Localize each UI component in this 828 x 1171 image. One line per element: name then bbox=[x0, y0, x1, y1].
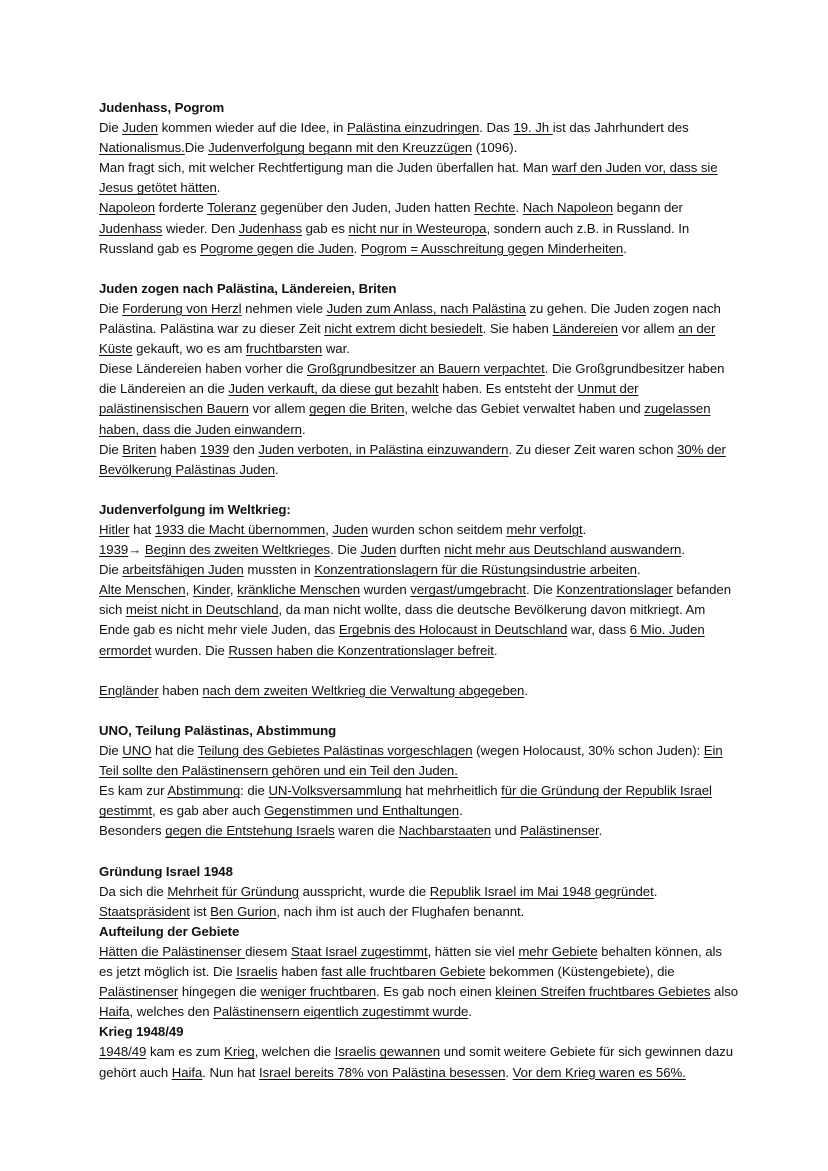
underlined-phrase: 30% der Bevölkerung Palästinas Juden bbox=[99, 441, 726, 477]
section-heading: Juden zogen nach Palästina, Ländereien, Briten bbox=[99, 280, 397, 296]
paragraph bbox=[99, 560, 739, 580]
text-run: Da sich die bbox=[99, 883, 168, 899]
underlined-phrase: Ben Gurion bbox=[210, 903, 277, 919]
text-run: . Nun hat bbox=[202, 1064, 259, 1080]
underlined-phrase: Palästinenser bbox=[520, 823, 599, 839]
text-run: (1096). bbox=[472, 140, 518, 156]
underlined-phrase: Gegenstimmen und Enthaltungen bbox=[264, 803, 460, 819]
underlined-phrase: Juden bbox=[360, 542, 397, 558]
section-aufteilung-gebiete bbox=[99, 922, 739, 1022]
underlined-phrase: Nachbarstaaten bbox=[398, 823, 492, 839]
underlined-phrase: 1939 bbox=[99, 542, 129, 558]
text-run: . bbox=[216, 180, 221, 196]
text-run: wurden bbox=[360, 582, 411, 598]
underlined-phrase: UN-Volksversammlung bbox=[268, 783, 402, 799]
paragraph bbox=[99, 781, 739, 821]
text-run: war, dass bbox=[567, 622, 630, 638]
text-run: Die bbox=[99, 743, 123, 758]
underlined-phrase: an der Küste bbox=[99, 321, 716, 357]
text-run: ausspricht, wurde die bbox=[298, 883, 430, 899]
text-run: waren die bbox=[334, 823, 399, 839]
paragraph bbox=[99, 198, 739, 258]
underlined-phrase: weniger fruchtbaren bbox=[260, 984, 377, 1000]
underlined-phrase: 1939 bbox=[200, 441, 230, 457]
underlined-phrase: nicht mehr aus Deutschland auswandern bbox=[444, 542, 682, 558]
underlined-phrase: Mehrheit für Gründung bbox=[167, 883, 299, 899]
text-run: gab es bbox=[302, 220, 349, 236]
section-judenverfolgung-weltkrieg bbox=[99, 500, 739, 701]
text-run: wurden schon seitdem bbox=[368, 521, 507, 537]
paragraph bbox=[99, 540, 739, 560]
underlined-phrase: Republik Israel im Mai 1948 gegründet bbox=[429, 883, 654, 899]
underlined-phrase: für die Gründung der Republik Israel gestimmt bbox=[99, 783, 712, 819]
underlined-phrase: Toleranz bbox=[207, 200, 257, 216]
underlined-phrase: Juden zum Anlass, nach Palästina bbox=[326, 300, 526, 316]
text-run: Es kam zur bbox=[99, 783, 168, 799]
text-run: haben bbox=[156, 441, 201, 457]
underlined-phrase: nicht extrem dicht besiedelt bbox=[324, 321, 483, 337]
text-run: . Das bbox=[479, 120, 514, 136]
underlined-phrase: Kinder bbox=[192, 582, 230, 598]
text-run: mussten in bbox=[243, 562, 315, 578]
text-run: behalten können, als es jetzt möglich ist. Die bbox=[99, 943, 722, 980]
text-run: Besonders bbox=[99, 823, 166, 839]
text-run: gegenüber den Juden, Juden hatten bbox=[256, 200, 475, 216]
section-juden-palaestina bbox=[99, 279, 739, 480]
text-run: (wegen Holocaust, 30% schon Juden): bbox=[472, 743, 704, 758]
underlined-phrase: zugelassen haben, dass die Juden einwandern bbox=[99, 401, 711, 437]
paragraph bbox=[99, 520, 739, 540]
paragraph bbox=[99, 882, 739, 922]
section-heading: Aufteilung der Gebiete bbox=[99, 923, 240, 939]
text-run: , welche das Gebiet verwaltet haben und bbox=[404, 401, 645, 417]
underlined-phrase: Israelis bbox=[236, 964, 278, 980]
text-run: : die bbox=[240, 783, 269, 799]
text-run: begann der bbox=[613, 200, 683, 216]
text-run: . bbox=[636, 562, 641, 578]
text-run: forderte bbox=[155, 200, 208, 216]
underlined-phrase: nicht nur in Westeuropa bbox=[348, 220, 487, 236]
underlined-phrase: Unmut der palästinensischen Bauern bbox=[99, 381, 639, 417]
paragraph bbox=[99, 821, 739, 841]
text-run: . bbox=[515, 200, 523, 216]
paragraph bbox=[99, 681, 739, 701]
underlined-phrase: Juden verkauft, da diese gut bezahlt bbox=[228, 381, 439, 397]
section-uno-teilung bbox=[99, 721, 739, 842]
text-run: . bbox=[459, 803, 463, 819]
underlined-phrase: fruchtbarsten bbox=[245, 341, 323, 357]
text-run: , da man nicht wollte, dass die deutsche Bevölkerung davon mitkriegt. Am Ende gab es nicht mehr viele Juden, das bbox=[99, 602, 706, 638]
underlined-phrase: Ländereien bbox=[552, 321, 618, 337]
underlined-phrase: Teilung des Gebietes Palästinas vorgeschlagen bbox=[197, 743, 473, 758]
text-run: nehmen viele bbox=[241, 300, 327, 316]
section-judenhass-pogrom bbox=[99, 98, 739, 259]
paragraph bbox=[99, 299, 739, 359]
text-run: wurden. Die bbox=[151, 642, 229, 658]
text-run: . bbox=[468, 1004, 472, 1020]
section-krieg-1948-49 bbox=[99, 1022, 739, 1082]
underlined-phrase: warf den Juden vor, dass sie Jesus getötet hätten bbox=[99, 160, 718, 196]
underlined-phrase: Engländer bbox=[99, 682, 159, 698]
paragraph bbox=[99, 440, 739, 480]
text-run: . Es gab noch einen bbox=[376, 984, 496, 1000]
text-run: . bbox=[623, 240, 627, 256]
underlined-phrase: 1933 die Macht übernommen bbox=[154, 521, 326, 537]
underlined-phrase: Krieg bbox=[224, 1044, 255, 1060]
text-run: . Die bbox=[525, 582, 557, 598]
underlined-phrase: Rechte bbox=[474, 200, 516, 216]
underlined-phrase: arbeitsfähigen Juden bbox=[122, 562, 244, 578]
underlined-phrase: 1948/49 bbox=[99, 1044, 147, 1060]
text-run: → bbox=[128, 542, 145, 558]
underlined-phrase: kränkliche Menschen bbox=[237, 582, 361, 598]
paragraph bbox=[99, 158, 739, 198]
text-run: . bbox=[681, 542, 685, 558]
text-run: , welchen die bbox=[254, 1044, 335, 1060]
section-heading: Judenhass, Pogrom bbox=[99, 100, 225, 115]
underlined-phrase: Alte Menschen bbox=[99, 582, 186, 598]
underlined-phrase: Staat Israel zugestimmt bbox=[290, 943, 428, 959]
paragraph bbox=[99, 741, 739, 781]
text-run: haben bbox=[158, 682, 203, 698]
underlined-phrase: kleinen Streifen fruchtbares Gebietes bbox=[495, 984, 711, 1000]
underlined-phrase: Juden bbox=[332, 521, 369, 537]
underlined-phrase: Palästina einzudringen bbox=[346, 120, 480, 136]
underlined-phrase: mehr verfolgt bbox=[506, 521, 583, 537]
underlined-phrase: vergast/umgebracht bbox=[410, 582, 526, 598]
section-heading: Gründung Israel 1948 bbox=[99, 863, 233, 879]
paragraph bbox=[99, 1042, 739, 1082]
underlined-phrase: Nationalismus. bbox=[99, 140, 185, 156]
underlined-phrase: Pogrom = Ausschreitung gegen Minderheiten bbox=[360, 240, 624, 256]
underlined-phrase: Konzentrationslager bbox=[556, 582, 673, 598]
underlined-phrase: Ein Teil sollte den Palästinensern gehören und ein Teil den Juden. bbox=[99, 743, 723, 779]
section-heading: Judenverfolgung im Weltkrieg: bbox=[99, 501, 291, 517]
underlined-phrase: Konzentrationslagern für die Rüstungsindustrie arbeiten bbox=[314, 562, 637, 578]
text-run: , nach ihm ist auch der Flughafen benannt. bbox=[276, 903, 525, 919]
underlined-phrase: 6 Mio. Juden ermordet bbox=[99, 622, 705, 658]
underlined-phrase: mehr Gebiete bbox=[518, 943, 598, 959]
underlined-phrase: gegen die Briten bbox=[309, 401, 405, 417]
text-run: . bbox=[301, 421, 306, 437]
underlined-phrase: Ergebnis des Holocaust in Deutschland bbox=[338, 622, 568, 638]
underlined-phrase: Hätten die Palästinenser bbox=[99, 943, 246, 959]
underlined-phrase: Großgrundbesitzer an Bauern verpachtet bbox=[306, 361, 545, 377]
text-run: , bbox=[325, 521, 333, 537]
underlined-phrase: Abstimmung bbox=[167, 783, 241, 799]
text-run: . bbox=[524, 682, 528, 698]
text-run: . Die bbox=[330, 542, 361, 558]
text-run: . Die Großgrundbesitzer haben die Ländereien an die bbox=[99, 361, 725, 397]
text-run: . bbox=[653, 883, 658, 899]
underlined-phrase: 19. Jh bbox=[513, 120, 553, 136]
text-run: ist das Jahrhundert des bbox=[552, 120, 689, 136]
text-run: und somit weitere Gebiete für sich gewinnen dazu gehört auch bbox=[99, 1044, 734, 1080]
text-run: war. bbox=[322, 341, 350, 357]
text-run: zu gehen. Die Juden zogen nach Palästina. Palästina war zu dieser Zeit bbox=[99, 300, 721, 337]
section-gruendung-israel bbox=[99, 862, 739, 922]
underlined-phrase: Briten bbox=[122, 441, 157, 457]
text-run: Die bbox=[99, 300, 123, 316]
text-run: vor allem bbox=[617, 321, 679, 337]
text-run: , sondern auch z.B. in Russland. In Russland gab es bbox=[99, 220, 690, 256]
text-run: , hätten sie viel bbox=[427, 943, 519, 959]
section-heading: UNO, Teilung Palästinas, Abstimmung bbox=[99, 722, 337, 738]
paragraph bbox=[99, 359, 739, 439]
text-run: kommen wieder auf die Idee, in bbox=[157, 120, 347, 136]
text-run: . bbox=[582, 521, 587, 537]
text-run: Diese Ländereien haben vorher die bbox=[99, 361, 307, 377]
underlined-phrase: Judenhass bbox=[238, 220, 303, 236]
text-run: durften bbox=[396, 542, 445, 558]
underlined-phrase: Pogrome gegen die Juden bbox=[200, 240, 354, 256]
underlined-phrase: Judenhass bbox=[99, 220, 163, 236]
underlined-phrase: Israel bereits 78% von Palästina besessen bbox=[258, 1064, 506, 1080]
text-run: Die bbox=[184, 140, 209, 156]
text-run: Die bbox=[99, 562, 123, 578]
underlined-phrase: Russen haben die Konzentrationslager befreit bbox=[228, 642, 494, 658]
text-run: , es gab aber auch bbox=[152, 803, 265, 819]
underlined-phrase: fast alle fruchtbaren Gebiete bbox=[321, 964, 486, 980]
underlined-phrase: nach dem zweiten Weltkrieg die Verwaltung abgegeben bbox=[202, 682, 525, 698]
underlined-phrase: Juden verboten, in Palästina einzuwandern bbox=[258, 441, 509, 457]
text-run: kam es zum bbox=[146, 1044, 225, 1060]
underlined-phrase: Haifa bbox=[171, 1064, 203, 1080]
text-run: , bbox=[185, 582, 193, 598]
text-run: hat bbox=[129, 521, 155, 537]
underlined-phrase: meist nicht in Deutschland bbox=[125, 602, 279, 618]
text-run: wieder. Den bbox=[162, 220, 239, 236]
text-run: . bbox=[275, 461, 279, 477]
text-run: ist bbox=[189, 903, 211, 919]
underlined-phrase: Palästinensern eigentlich zugestimmt wurde bbox=[213, 1004, 469, 1020]
document-body bbox=[99, 98, 739, 1083]
text-run: . bbox=[505, 1064, 513, 1080]
underlined-phrase: UNO bbox=[122, 743, 152, 758]
underlined-phrase: Napoleon bbox=[99, 200, 156, 216]
text-run: und bbox=[491, 823, 521, 839]
underlined-phrase: Haifa bbox=[99, 1004, 130, 1020]
underlined-phrase: Beginn des zweiten Weltkrieges bbox=[144, 542, 331, 558]
underlined-phrase: Staatspräsident bbox=[99, 903, 190, 919]
paragraph bbox=[99, 580, 739, 660]
text-run: vor allem bbox=[248, 401, 310, 417]
underlined-phrase: Vor dem Krieg waren es 56%. bbox=[512, 1064, 686, 1080]
underlined-phrase: Hitler bbox=[99, 521, 130, 537]
underlined-phrase: Juden bbox=[122, 120, 158, 136]
underlined-phrase: Forderung von Herzl bbox=[122, 300, 242, 316]
text-run: . bbox=[598, 823, 603, 839]
text-run: Die bbox=[99, 441, 123, 457]
text-run: . bbox=[493, 642, 498, 658]
text-run: bekommen (Küstengebiete), die bbox=[485, 964, 675, 980]
section-heading: Krieg 1948/49 bbox=[99, 1024, 184, 1040]
text-run: . Zu dieser Zeit waren schon bbox=[508, 441, 678, 457]
text-run: Die bbox=[99, 120, 123, 136]
text-run: , welches den bbox=[129, 1004, 214, 1020]
underlined-phrase: Israelis gewannen bbox=[334, 1044, 441, 1060]
text-run: diesem bbox=[245, 943, 291, 959]
underlined-phrase: Nach Napoleon bbox=[522, 200, 614, 216]
text-run: hat mehrheitlich bbox=[401, 783, 502, 799]
text-run: . bbox=[353, 240, 361, 256]
underlined-phrase: gegen die Entstehung Israels bbox=[165, 823, 335, 839]
text-run: , bbox=[229, 582, 238, 598]
text-run: befanden sich bbox=[99, 582, 731, 618]
text-run: Man fragt sich, mit welcher Rechtfertigung man die Juden überfallen hat. Man bbox=[99, 160, 552, 176]
paragraph bbox=[99, 942, 739, 1022]
text-run: haben bbox=[277, 964, 322, 980]
text-run: den bbox=[229, 441, 259, 457]
underlined-phrase: Palästinenser bbox=[99, 984, 179, 1000]
underlined-phrase: Judenverfolgung begann mit den Kreuzzügen bbox=[208, 140, 473, 156]
text-run: . Sie haben bbox=[482, 321, 553, 337]
text-run: haben. Es entsteht der bbox=[438, 381, 578, 397]
text-run: also bbox=[710, 984, 739, 1000]
text-run: hat die bbox=[151, 743, 198, 758]
paragraph bbox=[99, 118, 739, 158]
text-run: gekauft, wo es am bbox=[132, 341, 246, 357]
text-run: hingegen die bbox=[178, 984, 261, 1000]
